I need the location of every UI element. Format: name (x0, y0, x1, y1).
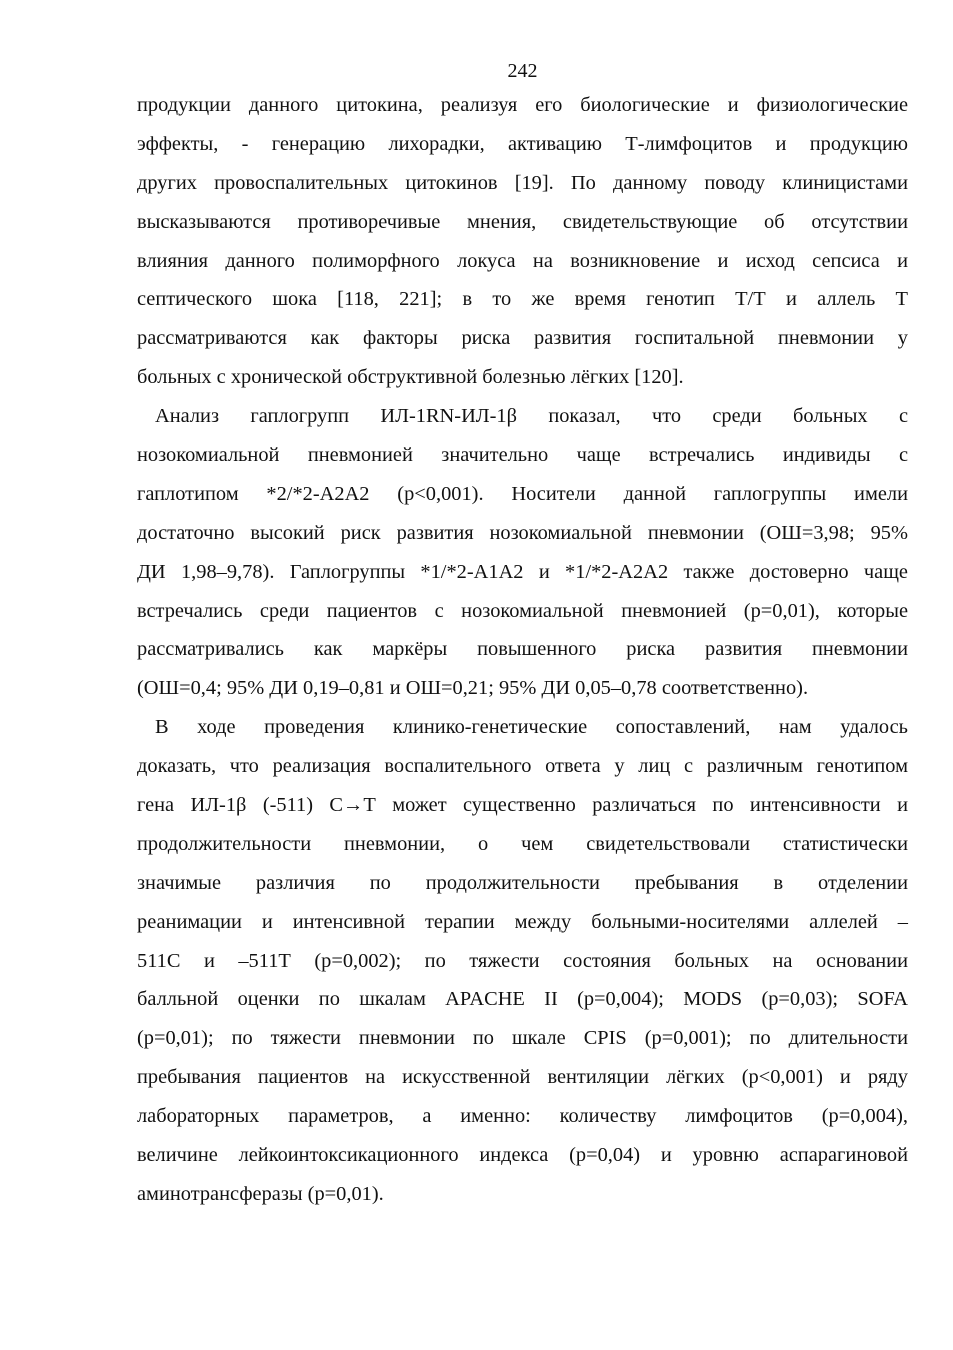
text-line: (ОШ=0,4; 95% ДИ 0,19–0,81 и ОШ=0,21; 95% ДИ 0,05–0,78 соответственно). (137, 677, 809, 700)
text-line: высказываются противоречивые мнения, свидетельствующие об отсутствии (137, 210, 908, 233)
text-line: реанимации и интенсивной терапии между больными-носителями аллелей – (137, 910, 908, 933)
body-text (137, 86, 908, 1214)
text-line: (p=0,01); по тяжести пневмонии по шкале CPIS (p=0,001); по длительности (137, 1027, 908, 1050)
text-line: достаточно высокий риск развития нозокомиальной пневмонии (ОШ=3,98; 95% (137, 521, 908, 544)
page-number: 242 (507, 60, 538, 82)
text-line: влияния данного полиморфного локуса на возникновение и исход сепсиса и (137, 249, 908, 272)
paragraph (137, 86, 908, 397)
text-line: аминотрансферазы (p=0,01). (137, 1182, 384, 1205)
text-line: балльной оценки по шкалам APACHE II (p=0,004); MODS (p=0,03); SOFA (137, 988, 908, 1011)
text-line: септического шока [118, 221]; в то же время генотип Т/Т и аллель Т (137, 288, 908, 311)
text-line: нозокомиальной пневмонией значительно чаще встречались индивиды с (137, 444, 908, 467)
text-line: значимые различия по продолжительности пребывания в отделении (137, 871, 908, 894)
text-line: рассматривались как маркёры повышенного риска развития пневмонии (137, 638, 908, 661)
text-line: рассматриваются как факторы риска развития госпитальной пневмонии у (137, 327, 908, 350)
text-line: гаплотипом *2/*2-А2А2 (p<0,001). Носители данной гаплогруппы имели (137, 482, 908, 505)
paragraph (137, 708, 908, 1214)
text-line: встречались среди пациентов с нозокомиальной пневмонией (p=0,01), которые (137, 599, 908, 622)
text-line: продолжительности пневмонии, о чем свидетельствовали статистически (137, 832, 908, 855)
text-line: продукции данного цитокина, реализуя его биологические и физиологические (137, 94, 908, 116)
text-line: лабораторных параметров, а именно: количеству лимфоцитов (p=0,004), (137, 1105, 908, 1128)
text-line: ДИ 1,98–9,78). Гаплогруппы *1/*2-А1А2 и *1/*2-А2А2 также достоверно чаще (137, 560, 908, 583)
text-line: других провоспалительных цитокинов [19]. По данному поводу клиницистами (137, 171, 908, 194)
text-line: больных с хронической обструктивной болезнью лёгких [120]. (137, 366, 684, 389)
text-line: 511С и –511Т (p=0,002); по тяжести состояния больных на основании (137, 949, 908, 972)
text-line: Анализ гаплогрупп ИЛ-1RN-ИЛ-1β показал, что среди больных с (155, 405, 908, 428)
text-line: пребывания пациентов на искусственной вентиляции лёгких (p<0,001) и ряду (137, 1066, 908, 1089)
text-line: гена ИЛ-1β (-511) С→Т может существенно различаться по интенсивности и (137, 794, 908, 817)
text-line: эффекты, - генерацию лихорадки, активацию Т-лимфоцитов и продукцию (137, 132, 908, 155)
text-line: В ходе проведения клинико-генетические сопоставлений, нам удалось (155, 716, 908, 739)
text-line: доказать, что реализация воспалительного ответа у лиц с различным генотипом (137, 755, 908, 778)
paragraph (137, 397, 908, 708)
text-line: величине лейкоинтоксикационного индекса (p=0,04) и уровню аспарагиновой (137, 1144, 908, 1167)
